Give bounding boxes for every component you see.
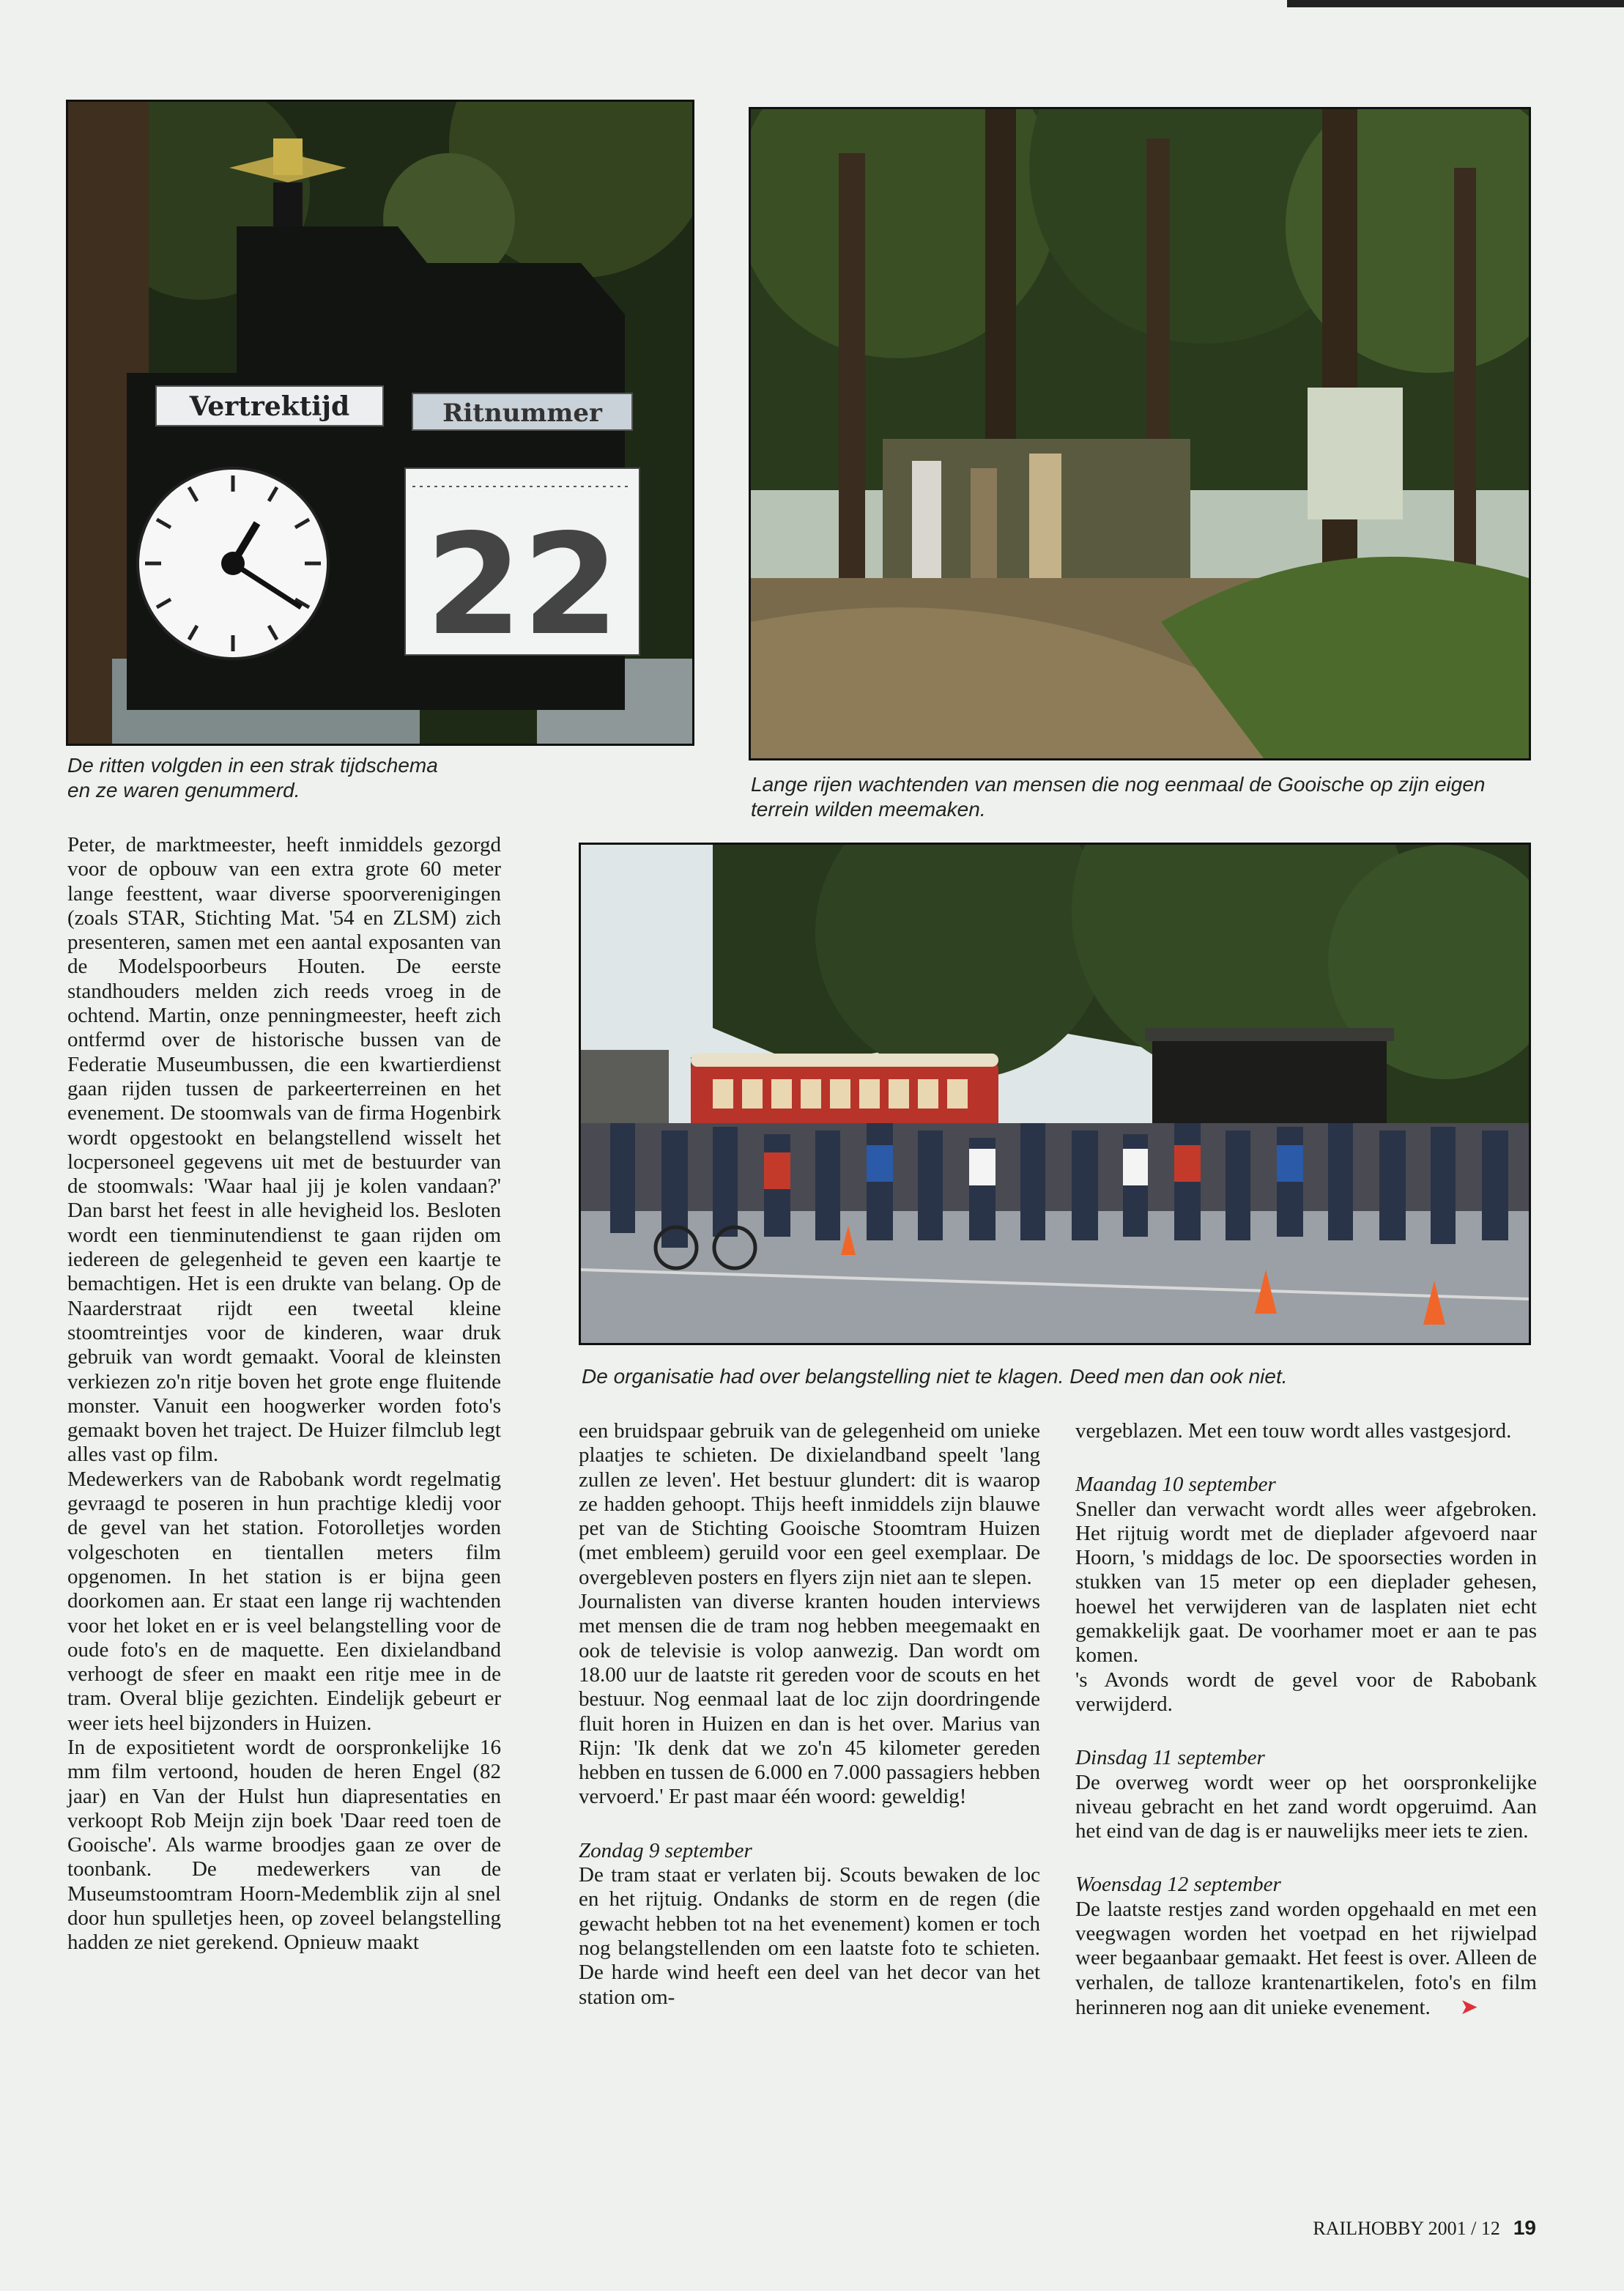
top-edge-bar bbox=[1287, 0, 1624, 7]
article-column-3 bbox=[1075, 1419, 1537, 2020]
magazine-issue: RAILHOBBY 2001 / 12 bbox=[1313, 2218, 1500, 2239]
col1-paragraph-3: In de expositietent wordt de oorspronkelijke 16 mm film vertoond, houden de heren Engel (82 jaar) en Van der Hulst hun diapresentaties en verkoopt Rob Meijn zijn boek 'Daar reed toen de Gooische'. Als warme broodjes gaan ze over de toonbank. De medewerkers van de Museumstoomtram Hoorn-Medemblik zijn al snel door hun spulletjes heen, op zoveel belangstelling hadden ze niet gerekend. Opnieuw maakt bbox=[67, 1735, 501, 1955]
forest-caption-line-2: terrein wilden meemaken. bbox=[751, 798, 986, 821]
col3-wednesday-text bbox=[1075, 1898, 1537, 2020]
heading-maandag: Maandag 10 september bbox=[1075, 1473, 1276, 1497]
clock-sign-photo bbox=[66, 100, 694, 746]
sign-vertrektijd: Vertrektijd bbox=[189, 391, 350, 422]
forest-caption-line-1: Lange rijen wachtenden van mensen die nog eenmaal de Gooische op zijn eigen bbox=[751, 773, 1486, 796]
col2-paragraph-1: een bruidspaar gebruik van de gelegenheid om unieke plaatjes te schieten. De dixielandband speelt 'lang zullen ze leven'. Het bestuur glundert: dit is waarop ze hadden gehoopt. Thijs heeft inmiddels zijn blauwe pet van de Stichting Gooische Stoomtram Huizen (met embleem) geruild voor een geel exemplaar. De overgebleven posters en flyers zijn niet aan te slepen. bbox=[579, 1419, 1040, 1589]
col3-monday-text-1: Sneller dan verwacht wordt alles weer afgebroken. Het rijtuig wordt met de dieplader afgevoerd naar Hoorn, 's middags de loc. De spoorsecties worden in stukken van 15 meter op een dieplader gehesen, hoewel het verwijderen van de lasplaten niet echt gemakkelijk gaat. De voorhamer moet er aan te pas komen. bbox=[1075, 1497, 1537, 1668]
forest-illustration bbox=[751, 109, 1529, 758]
forest-queue-photo bbox=[749, 107, 1531, 760]
page-number: 19 bbox=[1513, 2216, 1536, 2239]
tram-illustration bbox=[581, 845, 1529, 1343]
col1-paragraph-2: Medewerkers van de Rabobank wordt regelmatig gevraagd te poseren in hun prachtige kledij voor de gevel van het station. Fotorolletjes worden volgeschoten en tientallen meters film opgenomen. In het station is er bijna geen doorkomen aan. Er staat een lange rij wachtenden voor het loket en er is veel belangstelling voor de oude foto's en de maquette. Een dixielandband verhoogt de sfeer en maakt een ritje mee in de tram. Overal blije gezichten. Eindelijk gebeurt er weer iets heel bijzonders in Huizen. bbox=[67, 1467, 501, 1735]
tram-crowd-photo bbox=[579, 843, 1531, 1345]
heading-woensdag: Woensdag 12 september bbox=[1075, 1873, 1281, 1897]
col3-wednesday-body: De laatste restjes zand worden opgehaald en met een veegwagen worden het voetpad en het rijwielpad weer begaanbaar gemaakt. Het feest is over. Alleen de verhalen, de talloze krantenartikelen, foto's en film herinneren nog aan dit unieke evenement. bbox=[1075, 1897, 1537, 2019]
heading-dinsdag: Dinsdag 11 september bbox=[1075, 1746, 1265, 1770]
clock-sign-illustration bbox=[68, 102, 692, 744]
page-footer bbox=[1313, 2216, 1536, 2240]
clock-photo-caption bbox=[67, 753, 697, 803]
col1-paragraph-1: Peter, de marktmeester, heeft inmiddels gezorgd voor de opbouw van een extra grote 60 meter lange feesttent, waar diverse spoorverenigingen (zoals STAR, Stichting Mat. '54 en ZLSM) zich presenteren, samen met een aantal exposanten van de Modelspoorbeurs Houten. De eerste standhouders melden zich reeds vroeg in de ochtend. Martin, onze penningmeester, heeft zich ontfermd over de historische bussen van de Federatie Museumbussen, die een kwartierdienst gaan rijden tussen de parkeerterreinen en het evenement. De stoomwals van de firma Hogenbirk wordt opgestookt en belangstellend wisselt het locpersoneel gegevens uit met de bestuurder van de stoomwals: 'Waar haal jij je kolen vandaan?' Dan barst het feest in alle hevigheid los. Besloten wordt een tienminutendienst te gaan rijden om iedereen de gelegenheid te geven een kaartje te bemachtigen. Het is een drukte van belang. Op de Naarderstraat rijdt een tweetal kleine stoomtreintjes voor de kinderen, waar druk gebruik van wordt gemaakt. Vooral de kleinsten verkiezen zo'n ritje boven het grote enge fluitende monster. Vanuit een hoogwerker worden foto's gemaakt boven het traject. De Huizer filmclub legt alles vast op film. bbox=[67, 833, 501, 1467]
col3-tuesday-text: De overweg wordt weer op het oorspronkelijke niveau gebracht en het zand wordt opgeruimd. Aan het eind van de dag is er nauwelijks meer iets te zien. bbox=[1075, 1770, 1537, 1843]
ritnummer-value: 22 bbox=[425, 504, 620, 666]
heading-zondag: Zondag 9 september bbox=[579, 1838, 752, 1862]
col3-monday-text-2: 's Avonds wordt de gevel voor de Rabobank verwijderd. bbox=[1075, 1668, 1537, 1716]
article-column-1 bbox=[67, 833, 501, 1955]
col3-intro: vergeblazen. Met een touw wordt alles vastgesjord. bbox=[1075, 1419, 1512, 1443]
sign-ritnummer: Ritnummer bbox=[442, 399, 602, 428]
article-column-2 bbox=[579, 1419, 1040, 2010]
tram-photo-caption: De organisatie had over belangstelling niet te klagen. Deed men dan ook niet. bbox=[582, 1365, 1288, 1388]
clock-caption-line-2: en ze waren genummerd. bbox=[67, 779, 300, 802]
col2-paragraph-2: Journalisten van diverse kranten houden interviews met mensen die de tram nog hebben meegemaakt en ook de televisie is volop aanwezig. Dan wordt om 18.00 uur de laatste rit gereden voor de scouts en het bestuur. Nog eenmaal laat de loc zijn doordringende fluit horen in Huizen en dan is het over. Marius van Rijn: 'Ik denk dat we zo'n 45 kilometer gereden hebben en tussen de 6.000 en 7.000 passagiers hebben vervoerd.' Er past maar één woord: geweldig! bbox=[579, 1590, 1040, 1809]
forest-photo-caption bbox=[751, 772, 1557, 822]
continue-arrow-icon: ➤ bbox=[1459, 1994, 1478, 2019]
col2-sunday-text: De tram staat er verlaten bij. Scouts bewaken de loc en het rijtuig. Ondanks de storm en de regen (die gewacht hebben tot na het evenement) komen er toch nog belangstellenden om een laatste foto te schieten. De harde wind heeft een deel van het decor van het station om- bbox=[579, 1863, 1040, 2009]
clock-caption-line-1: De ritten volgden in een strak tijdschema bbox=[67, 754, 438, 777]
